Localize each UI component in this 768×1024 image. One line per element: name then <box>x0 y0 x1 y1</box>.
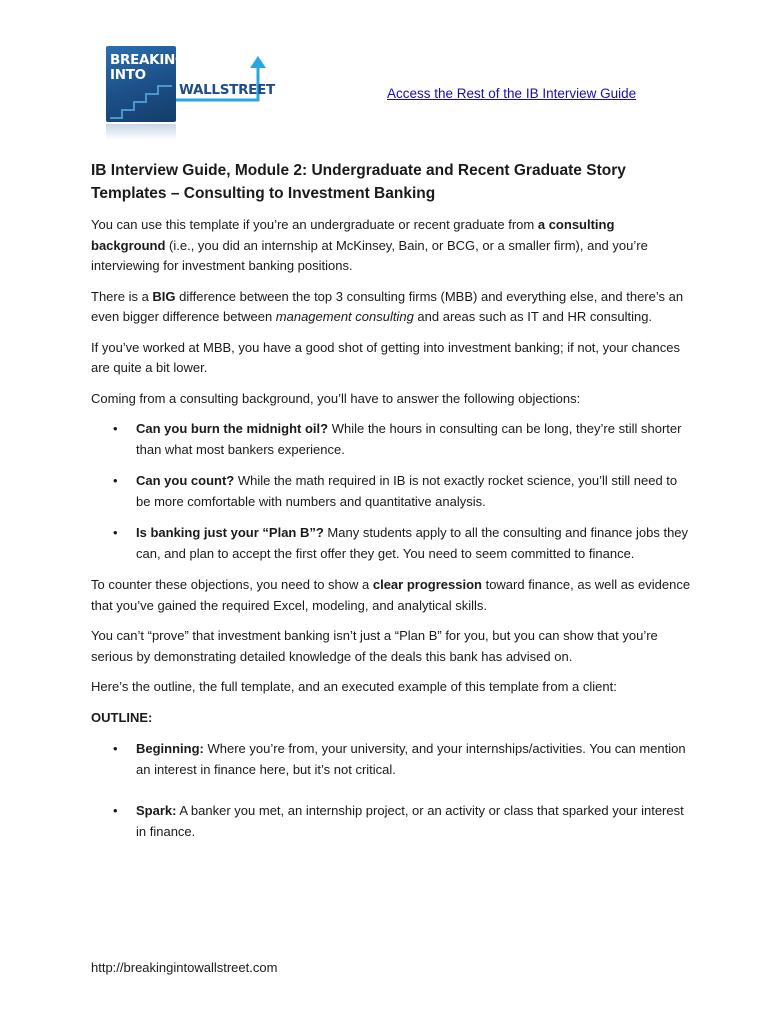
breaking-into-wallstreet-logo[interactable] <box>106 46 274 146</box>
logo-text-breaking: BREAKING <box>110 52 186 68</box>
counter-paragraph <box>91 575 691 616</box>
list-item <box>91 523 691 564</box>
list-item <box>91 801 691 842</box>
text-run: There is a <box>91 288 153 304</box>
outline-heading: OUTLINE: <box>91 709 153 725</box>
bullet-dot: • <box>113 525 118 540</box>
bullet-dot: • <box>113 421 118 436</box>
document-body <box>91 159 691 863</box>
text-run: Many students apply to all the consulting and finance jobs they can, and plan to accept the first offer they get. You need to seem committed to finance. <box>136 525 689 561</box>
bold-run: Beginning: <box>136 741 204 756</box>
list-item <box>91 419 691 460</box>
prove-paragraph: You can’t “prove” that investment banking isn’t just a “Plan B” for you, but you can show that you’re serious by demonstrating detailed knowledge of the deals this bank has advised on. <box>91 628 658 664</box>
text-run: While the math required in IB is not exactly rocket science, you’ll still need to be more comfortable with numbers and quantitative analysis. <box>136 473 678 509</box>
italic-run: management consulting <box>275 309 414 324</box>
text-run: While the hours in consulting can be long, they’re still shorter than what most bankers experience. <box>136 421 682 457</box>
list-item <box>91 739 691 780</box>
text-run: To counter these objections, you need to show a <box>91 577 373 592</box>
logo-text-wallstreet: WALLSTREET <box>179 82 275 98</box>
footer-url[interactable]: http://breakingintowallstreet.com <box>91 960 278 975</box>
bullet-dot: • <box>113 473 118 488</box>
objections-intro: Coming from a consulting background, you’ll have to answer the following objections: <box>91 390 581 406</box>
outline-intro: Here’s the outline, the full template, and an executed example of this template from a client: <box>91 679 617 694</box>
page-title: IB Interview Guide, Module 2: Undergraduate and Recent Graduate Story Templates – Consulting to Investment Banking <box>91 162 626 202</box>
text-run: A banker you met, an internship project, or an activity or class that sparked your interest in finance. <box>136 803 684 839</box>
bold-run: BIG <box>152 288 176 304</box>
outline-list <box>91 739 691 842</box>
logo-text-into: INTO <box>110 67 146 83</box>
intro-paragraph <box>91 215 691 277</box>
bold-run: Spark: <box>136 803 177 818</box>
list-item <box>91 471 691 512</box>
bold-run: a consulting background <box>91 217 615 253</box>
bullet-dot: • <box>113 741 118 756</box>
bold-run: Can you count? <box>136 473 235 488</box>
bold-run: Can you burn the midnight oil? <box>136 421 329 436</box>
objections-list <box>91 419 691 564</box>
text-run: toward finance, as well as evidence that you’ve gained the required Excel, modeling, and analytical skills. <box>91 577 691 613</box>
mbb-paragraph <box>91 287 691 328</box>
bold-run: clear progression <box>372 577 482 592</box>
chances-paragraph: If you’ve worked at MBB, you have a good shot of getting into investment banking; if not, your chances are quite a bit lower. <box>91 339 680 375</box>
access-guide-link[interactable]: Access the Rest of the IB Interview Guide <box>387 86 637 101</box>
text-run: Where you’re from, your university, and your internships/activities. You can mention an interest in finance here, but it’s not critical. <box>136 741 686 777</box>
text-run: and areas such as IT and HR consulting. <box>413 309 653 324</box>
bold-run: Is banking just your “Plan B”? <box>136 525 324 540</box>
text-run: difference between the top 3 consulting firms (MBB) and everything else, and there’s an even bigger difference between <box>91 288 684 324</box>
text-run: (i.e., you did an internship at McKinsey, Bain, or BCG, or a smaller firm), and you’re interviewing for investment banking positions. <box>91 237 648 273</box>
text-run: You can use this template if you’re an undergraduate or recent graduate from <box>91 217 538 232</box>
bullet-dot: • <box>113 803 118 818</box>
